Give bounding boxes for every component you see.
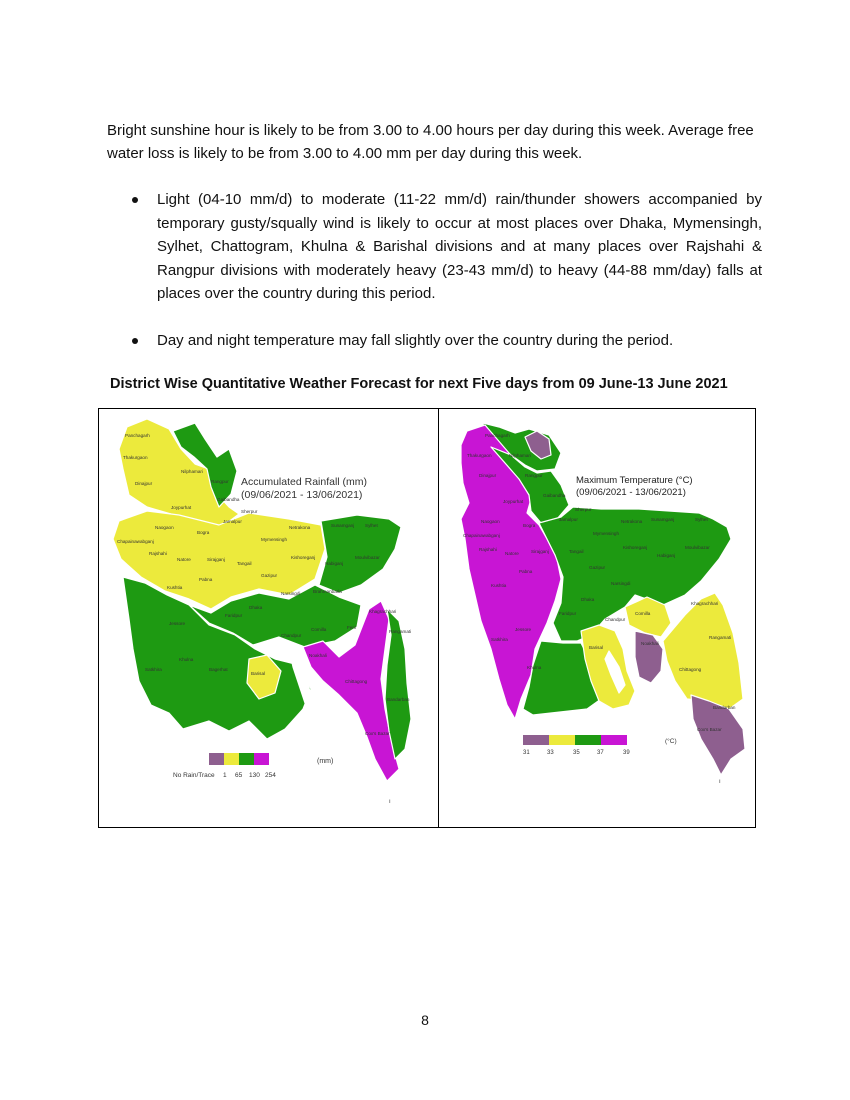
district-label: Pabna: [519, 569, 533, 574]
district-label: Satkhira: [491, 637, 508, 642]
district-label: Rangamati: [389, 629, 412, 634]
district-label: Mymensingh: [261, 537, 288, 542]
district-label: Khulna: [179, 657, 194, 662]
district-label: Nilphamari: [181, 469, 203, 474]
district-label: Khagrachhari: [691, 601, 719, 606]
legend-swatch: [575, 735, 601, 745]
district-label: Sirajganj: [531, 549, 549, 554]
district-label: Tangail: [569, 549, 584, 554]
district-label: Barisal: [589, 645, 604, 650]
district-label: Natore: [505, 551, 519, 556]
rainfall-map-regions: [113, 419, 411, 781]
district-label: Jamalpur: [223, 519, 242, 524]
maps-table: [98, 408, 756, 828]
district-label: Jamalpur: [559, 517, 578, 522]
bullet-dot-icon: [132, 338, 138, 344]
page-number: 8: [421, 1012, 429, 1028]
temperature-region-hill-yellow: [663, 593, 743, 709]
rainfall-map-title: Accumulated Rainfall (mm): [241, 476, 368, 488]
forecast-heading: District Wise Quantitative Weather Forecast for next Five days from 09 June-13 June 2021: [110, 376, 728, 392]
rainfall-legend-unit: (mm): [317, 758, 334, 765]
district-label: Moulvibazar: [685, 545, 710, 550]
legend-label: 31: [523, 750, 530, 756]
district-label: Narsingdi: [281, 591, 301, 596]
district-label: Satkhira: [145, 667, 162, 672]
district-label: Sylhet: [365, 523, 378, 528]
district-label: Brahmanbaria: [313, 589, 342, 594]
district-label: Kushtia: [167, 585, 183, 590]
district-label: Tangail: [237, 561, 252, 566]
temperature-map-panel: [439, 409, 755, 827]
district-label: Chittagong: [679, 667, 702, 672]
district-label: Dinajpur: [479, 473, 497, 478]
district-label: Sunamganj: [651, 517, 675, 522]
district-label: Bogra: [523, 523, 536, 528]
district-label: Rajshahi: [479, 547, 497, 552]
compass-mark: ı: [389, 799, 391, 805]
district-label: Khulna: [527, 665, 542, 670]
district-label: Kishoreganj: [623, 545, 648, 550]
district-label: Netrakona: [621, 519, 643, 524]
district-label: Naogaon: [155, 525, 174, 530]
district-label: Rangamati: [709, 635, 732, 640]
district-label: Pabna: [199, 577, 213, 582]
district-label: Chandpur: [281, 633, 302, 638]
legend-label: 37: [597, 750, 604, 756]
district-label: Sylhet: [695, 517, 708, 522]
legend-swatch: [254, 753, 269, 765]
temperature-legend-unit: (°C): [665, 738, 677, 745]
legend-label: 130: [249, 772, 260, 779]
district-label: Natore: [177, 557, 191, 562]
bullet-item: [132, 329, 762, 353]
district-label: Comilla: [311, 627, 327, 632]
district-label: Faridpur: [559, 611, 577, 616]
district-label: Thakurgaon: [467, 453, 492, 458]
rainfall-map-date-range: (09/06/2021 - 13/06/2021): [241, 489, 363, 501]
legend-label: No Rain/Trace: [173, 772, 215, 779]
district-label: Feni: [347, 625, 356, 630]
district-label: Bogra: [197, 530, 210, 535]
district-label: Cox's Bazar: [365, 731, 390, 736]
district-label: Kishoreganj: [291, 555, 316, 560]
district-label: Dinajpur: [135, 481, 153, 486]
district-label: Jessore: [515, 627, 532, 632]
district-label: Chandpur: [605, 617, 626, 622]
district-label: Habiganj: [325, 561, 344, 566]
intro-paragraph: Bright sunshine hour is likely to be from 3.00 to 4.00 hours per day during this week. Average free water loss is likely to be from 3.00 to 4.00 mm per day during this week.: [107, 122, 754, 162]
legend-label: 33: [547, 750, 554, 756]
legend-label: 254: [265, 772, 276, 779]
temperature-map-figure: [439, 409, 755, 827]
district-label: Nilphamari: [509, 453, 531, 458]
district-label: Joypurhat: [503, 499, 524, 504]
temperature-map-date-range: (09/06/2021 - 13/06/2021): [576, 487, 686, 498]
district-label: Kushtia: [491, 583, 507, 588]
legend-label: 1: [223, 772, 227, 779]
district-label: Naogaon: [481, 519, 500, 524]
district-label: Sherpur: [575, 507, 592, 512]
district-label: Thakurgaon: [123, 455, 148, 460]
district-label: Gazipur: [261, 573, 278, 578]
district-label: Narsingdi: [611, 581, 631, 586]
district-label: Noakhali: [309, 653, 327, 658]
district-label: Bagerhat: [209, 667, 228, 672]
district-label: Barisal: [251, 671, 266, 676]
district-label: Chapainawabganj: [463, 533, 500, 538]
district-label: Cox's Bazar: [697, 727, 722, 732]
temperature-map-title: Maximum Temperature (°C): [576, 475, 693, 486]
legend-label: 35: [573, 750, 580, 756]
district-label: Gaibandha: [543, 493, 566, 498]
district-label: Mymensingh: [593, 531, 620, 536]
district-label: Noakhali: [641, 641, 659, 646]
bullet-text: Light (04-10 mm/d) to moderate (11-22 mm/d) rain/thunder showers accompanied by temporary gusty/squally wind is likely to occur at most places over Dhaka, Mymensingh, Sylhet, Chattogram, Khulna & Barishal divisions and at many places over Rajshahi & Rangpur divisions with moderately heavy (23-43 mm/d) to heavy (44-88 mm/day) falls at places over the country during this period.: [157, 191, 762, 302]
district-label: Chapainawabganj: [117, 539, 154, 544]
district-label: Bandarban: [387, 697, 410, 702]
district-label: Rangpur: [525, 473, 543, 478]
district-label: Faridpur: [225, 613, 243, 618]
district-label: Sherpur: [241, 509, 258, 514]
compass-mark: ı: [719, 779, 721, 785]
legend-label: 39: [623, 750, 630, 756]
district-label: Panchagarh: [485, 433, 510, 438]
district-label: Rangpur: [211, 479, 229, 484]
rainfall-map-panel: [99, 409, 439, 827]
legend-swatch: [209, 753, 224, 765]
district-label: Netrakona: [289, 525, 311, 530]
district-label: Comilla: [635, 611, 651, 616]
district-label: Dhaka: [581, 597, 595, 602]
legend-swatch: [224, 753, 239, 765]
temperature-region-noakhali-purple: [635, 631, 663, 683]
bullet-text: Day and night temperature may fall slightly over the country during the period.: [157, 331, 674, 349]
district-label: Gaibandha: [217, 497, 240, 502]
legend-swatch: [239, 753, 254, 765]
legend-swatch: [601, 735, 627, 745]
district-label: Khagrachhari: [369, 609, 397, 614]
district-label: Jessore: [169, 621, 186, 626]
rainfall-map-figure: [99, 409, 437, 827]
legend-swatch: [523, 735, 549, 745]
district-label: Habiganj: [657, 553, 676, 558]
bullet-item: [132, 188, 762, 306]
district-label: Sunamganj: [331, 523, 355, 528]
district-label: Gazipur: [589, 565, 606, 570]
district-label: Dhaka: [249, 605, 263, 610]
district-label: Moulvibazar: [355, 555, 380, 560]
district-label: Joypurhat: [171, 505, 192, 510]
bullet-list: [132, 188, 762, 352]
bullet-dot-icon: [132, 197, 138, 203]
legend-swatch: [549, 735, 575, 745]
district-label: Sirajganj: [207, 557, 225, 562]
district-label: Panchagarh: [125, 433, 150, 438]
district-label: Rajshahi: [149, 551, 167, 556]
district-label: Bandarban: [713, 705, 736, 710]
district-label: Chittagong: [345, 679, 368, 684]
legend-label: 65: [235, 772, 243, 779]
